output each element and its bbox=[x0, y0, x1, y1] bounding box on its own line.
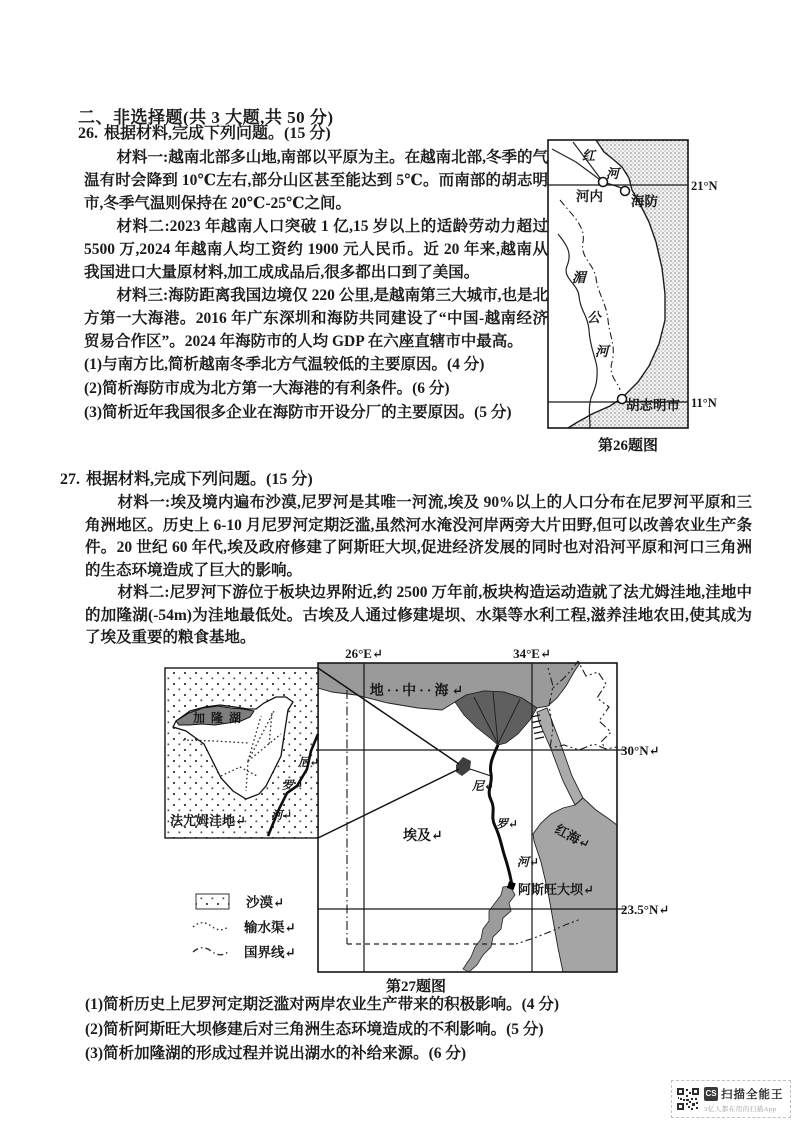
vietnam-western-border bbox=[560, 200, 620, 390]
red-sea-label: 红海↵ bbox=[552, 821, 593, 852]
faiyum-depression-marker bbox=[456, 757, 471, 776]
legend-canal-symbol bbox=[193, 923, 228, 930]
egypt-figure bbox=[160, 648, 760, 1000]
longitude-34e-label: 34°E↵ bbox=[513, 648, 551, 661]
q27-stem-line bbox=[60, 468, 752, 492]
question-26-block bbox=[78, 122, 548, 425]
mediterranean-label: 地··中··海↵ bbox=[369, 684, 467, 699]
q27-material-2: 材料二:尼罗河下游位于板块边界附近,约 2500 万年前,板块构造运动造就了法尤姆洼地,洼地中的加隆湖(-54m)为洼地最低处。古埃及人通过修建堤坝、水渠等水利工程,滋养洼地农田,使其成为了埃及重要的粮食基地。 bbox=[85, 584, 752, 646]
aswan-dam-label: 阿斯旺大坝↵ bbox=[518, 882, 594, 897]
section-header: 二、非选择题(共 3 大题,共 50 分) bbox=[78, 108, 334, 127]
latitude-11n-label: 11°N bbox=[691, 396, 717, 410]
nile-label-char2: 罗↵ bbox=[496, 817, 519, 831]
question-27-block bbox=[60, 468, 752, 650]
nile-label-char1: 尼↵ bbox=[472, 779, 495, 793]
q27-stem: 根据材料,完成下列问题。(15 分) bbox=[86, 471, 313, 488]
haiphong-label: 海防 bbox=[631, 194, 658, 209]
mekong-label-char2: 公 bbox=[587, 310, 601, 325]
inset-nile-char3: 河↵ bbox=[271, 810, 293, 822]
q26-material-1: 材料一:越南北部多山地,南部以平原为主。在越南北部,冬季的气温有时会降到 10℃左右,部分山区甚至能达到 5℃。而南部的胡志明市,冬季气温则保持在 20℃-25℃之间。 bbox=[84, 149, 548, 212]
longitude-26e-label: 26°E↵ bbox=[345, 648, 383, 661]
legend-desert-label: 沙漠↵ bbox=[246, 895, 285, 910]
legend-border-label: 国界线↵ bbox=[244, 945, 296, 960]
legend-border-symbol bbox=[193, 948, 228, 955]
scanner-tagline: 3亿人都在用的扫描App bbox=[704, 1105, 777, 1113]
q26-subquestion-3: (3)简析近年我国很多企业在海防市开设分厂的主要原因。(5 分) bbox=[84, 404, 512, 421]
nile-river bbox=[489, 745, 512, 886]
map-legend bbox=[193, 894, 296, 960]
camscanner-logo-icon: CS bbox=[704, 1087, 718, 1101]
hcmc-label: 胡志明市 bbox=[626, 398, 680, 413]
scanner-text-block bbox=[704, 1086, 784, 1113]
legend-canal-label: 输水渠↵ bbox=[244, 920, 296, 935]
q26-stem: 根据材料,完成下列问题。(15 分) bbox=[104, 125, 331, 142]
nile-label-char3: 河↵ bbox=[517, 855, 540, 869]
q26-material-3: 材料三:海防距离我国边境仅 220 公里,是越南第三大城市,也是北方第一大海港。2016 年广东深圳和海防共同建设了“中国-越南经济贸易合作区”。2024 年海防市的人均 GDP 在六座直辖市中最高。 bbox=[84, 287, 548, 350]
qr-code bbox=[676, 1087, 700, 1111]
hanoi-label: 河内 bbox=[576, 189, 603, 204]
egypt-label: 埃及↵ bbox=[403, 829, 443, 844]
egypt-main-map bbox=[318, 648, 669, 995]
red-river-label-1: 红 bbox=[582, 148, 596, 163]
q27-subquestion-1: (1)简析历史上尼罗河定期泛滥对两岸农业生产带来的积极影响。(4 分) bbox=[85, 996, 560, 1013]
q27-questions-block bbox=[85, 993, 775, 1067]
haiphong-marker bbox=[621, 187, 630, 196]
gulf-of-suez bbox=[537, 708, 583, 805]
latitude-235n-label: 23.5°N↵ bbox=[621, 902, 670, 917]
q26-material-2: 材料二:2023 年越南人口突破 1 亿,15 岁以上的适龄劳动力超过 5500 万,2024 年越南人均工资约 1900 元人民币。近 20 年来,越南从我国进口大量原材料,加工成成品后,很多都出口到了美国。 bbox=[84, 218, 548, 281]
q27-number: 27. bbox=[60, 471, 80, 488]
mekong-label-char1: 湄 bbox=[572, 270, 586, 285]
faiyum-nile-channel bbox=[470, 769, 491, 776]
q27-material-1: 材料一:埃及境内遍布沙漠,尼罗河是其唯一河流,埃及 90%以上的人口分布在尼罗河平原和三角洲地区。历史上 6-10 月尼罗河定期泛滥,虽然河水淹没河岸两旁大片田野,但可以改善农业生产条件。20 世纪 60 年代,埃及政府修建了阿斯旺大坝,促进经济发展的同时也对沿河平原和河口三角洲的生态环境造成了巨大的影响。 bbox=[85, 494, 752, 579]
lake-qarun-label: 加隆湖 bbox=[193, 711, 248, 725]
mekong-label-char3: 河 bbox=[595, 344, 609, 359]
q26-figure-caption: 第26题图 bbox=[597, 438, 659, 454]
q26-subquestion-2: (2)简析海防市成为北方第一大海港的有利条件。(6 分) bbox=[84, 380, 450, 397]
faiyum-inset-map bbox=[165, 668, 319, 838]
vietnam-map bbox=[546, 132, 746, 462]
inset-nile-char1: 尼↵ bbox=[298, 757, 320, 769]
vietnam-sea-area bbox=[568, 140, 688, 428]
legend-desert-swatch bbox=[196, 894, 229, 909]
latitude-30n-label: 30°N↵ bbox=[621, 743, 660, 758]
scanner-brand: 扫描全能王 bbox=[721, 1088, 784, 1101]
inset-nile-char2: 罗↵ bbox=[282, 780, 304, 792]
q27-subquestion-3: (3)简析加隆湖的形成过程并说出湖水的补给来源。(6 分) bbox=[85, 1045, 467, 1062]
q26-number: 26. bbox=[78, 125, 98, 142]
mekong-river bbox=[558, 234, 597, 428]
q27-figure-caption: 第27题图 bbox=[385, 979, 447, 995]
lake-nasser bbox=[463, 886, 515, 972]
red-river-label-2: 河 bbox=[606, 166, 620, 181]
scanner-watermark bbox=[671, 1080, 791, 1118]
q27-subquestion-2: (2)简析阿斯旺大坝修建后对三角洲生态环境造成的不利影响。(5 分) bbox=[85, 1020, 544, 1038]
latitude-21n-label: 21°N bbox=[691, 179, 718, 193]
q26-stem-line bbox=[78, 122, 548, 146]
faiyum-depression-label: 法尤姆洼地↵ bbox=[170, 813, 246, 828]
q26-subquestion-1: (1)与南方比,简析越南冬季北方气温较低的主要原因。(4 分) bbox=[84, 356, 485, 373]
